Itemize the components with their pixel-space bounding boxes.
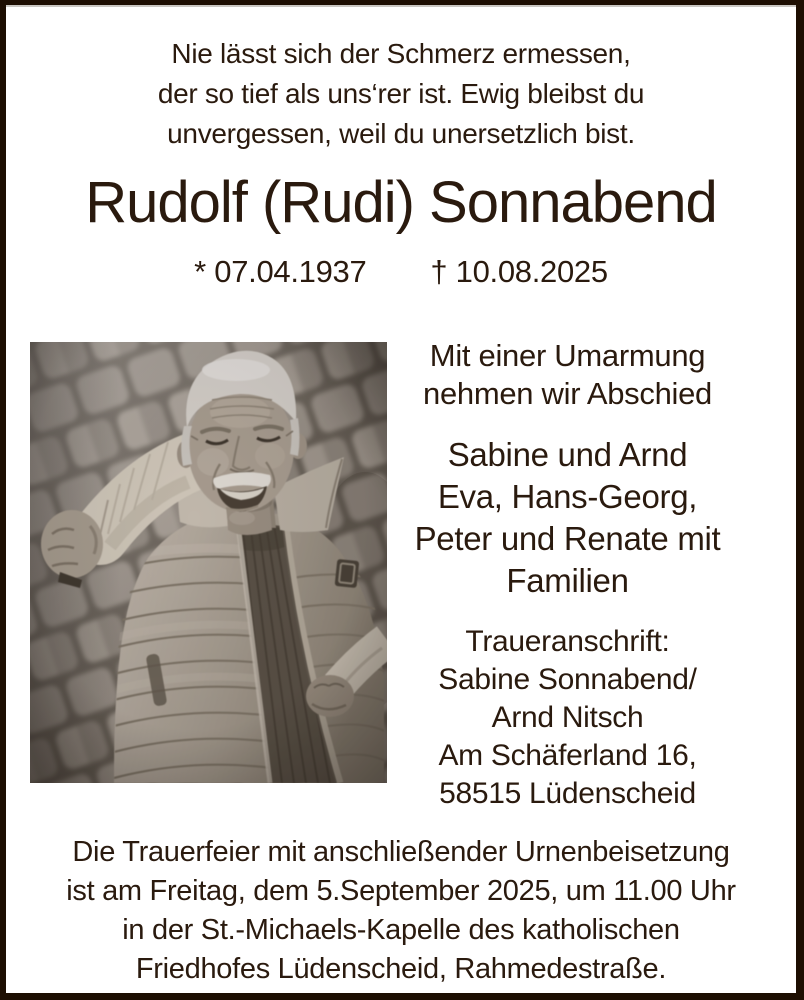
- address-line: Sabine Sonnabend/: [438, 663, 697, 696]
- address-line: Arnd Nitsch: [491, 701, 644, 734]
- announcement-line: in der St.-Michaels-Kapelle des katholischen: [122, 914, 680, 946]
- farewell-line: Mit einer Umarmung: [429, 338, 706, 373]
- life-dates: [6, 253, 796, 291]
- mourner-line: Peter und Renate mit: [414, 520, 721, 557]
- announcement-line: ist am Freitag, dem 5.September 2025, um 11.00 Uhr: [66, 875, 736, 907]
- address-line: Traueranschrift:: [465, 625, 670, 658]
- farewell-line: nehmen wir Abschied: [423, 376, 712, 411]
- mourner-line: Sabine und Arnd: [447, 436, 688, 473]
- funeral-announcement: [6, 833, 796, 989]
- mourners-list: [387, 434, 748, 602]
- main-content: [6, 337, 796, 813]
- deceased-name: Rudolf (Rudi) Sonnabend: [85, 170, 717, 235]
- address-line: 58515 Lüdenscheid: [439, 777, 696, 810]
- mourner-line: Familien: [506, 562, 629, 599]
- mourning-address: [387, 623, 748, 813]
- birth-date: * 07.04.1937: [194, 254, 367, 289]
- poem-quote: [6, 34, 796, 154]
- mourner-line: Eva, Hans-Georg,: [437, 478, 698, 515]
- condolence-column: [387, 337, 796, 813]
- announcement-line: Die Trauerfeier mit anschließender Urnenbeisetzung: [72, 836, 730, 868]
- address-line: Am Schäferland 16,: [438, 739, 697, 772]
- poem-line: der so tief als uns‘rer ist. Ewig bleibst du: [157, 78, 645, 109]
- farewell-message: [387, 337, 748, 413]
- announcement-line: Friedhofes Lüdenscheid, Rahmedestraße.: [135, 953, 667, 985]
- death-date: † 10.08.2025: [430, 254, 608, 289]
- portrait-photo: [30, 342, 387, 783]
- poem-line: Nie lässt sich der Schmerz ermessen,: [171, 38, 631, 69]
- poem-line: unvergessen, weil du unersetzlich bist.: [167, 118, 635, 149]
- scan-artifact-line: [6, 5, 796, 7]
